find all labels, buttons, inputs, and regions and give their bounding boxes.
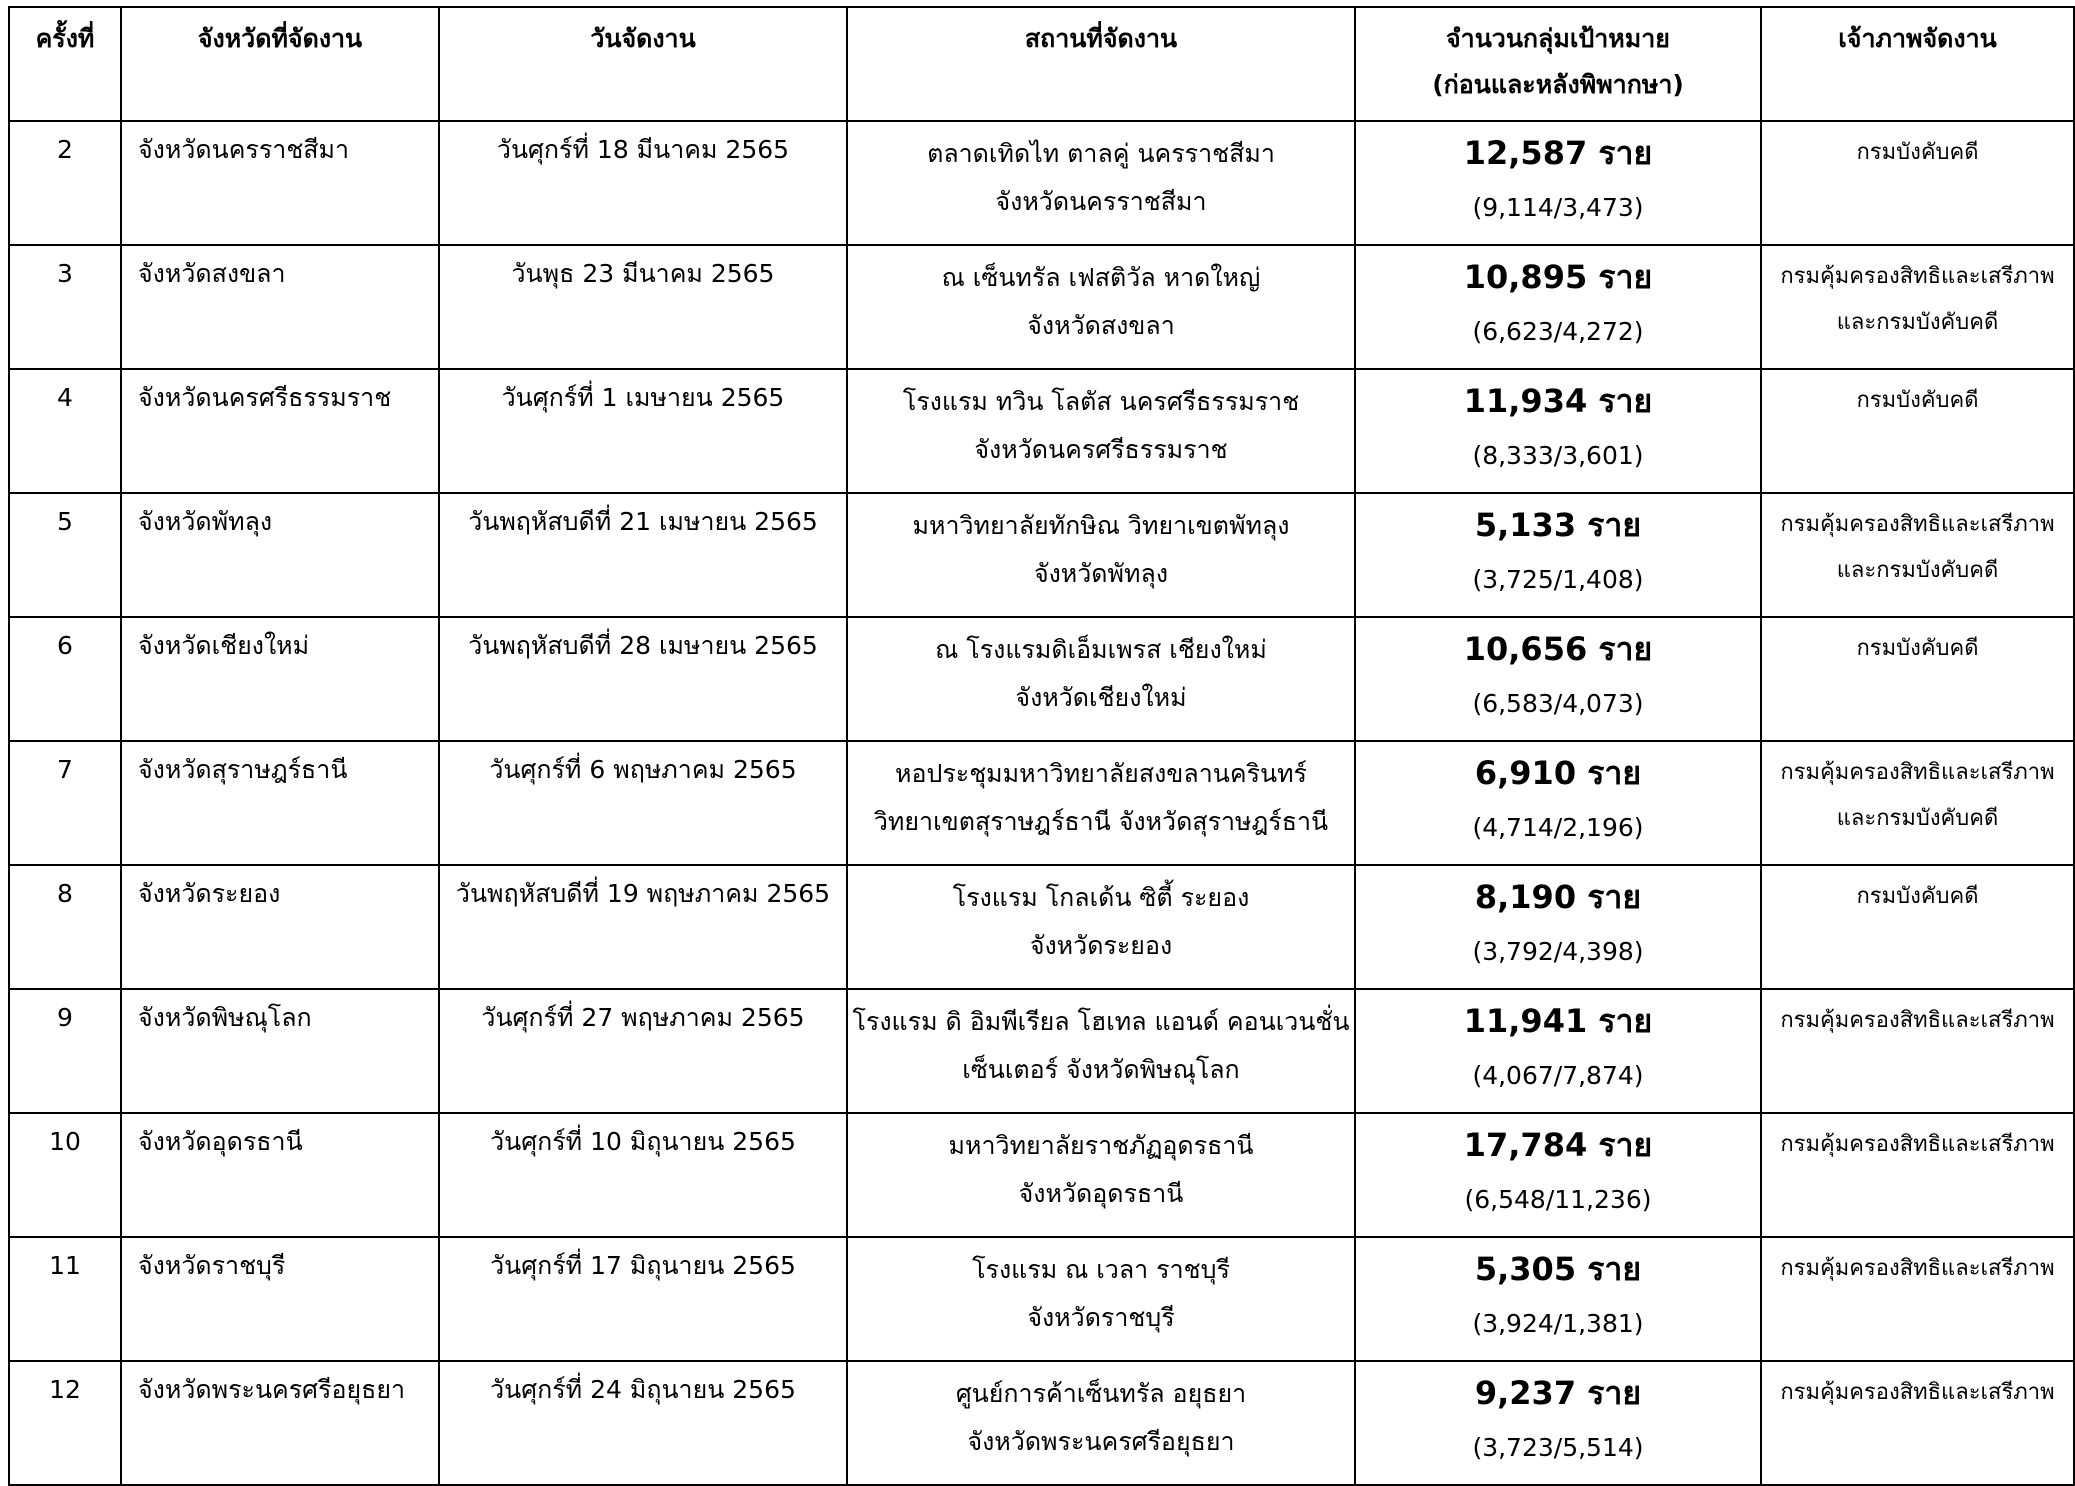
cell-host (1761, 741, 2074, 865)
cell-host (1761, 493, 2074, 617)
cell-host (1761, 1361, 2074, 1485)
cell-host (1761, 617, 2074, 741)
host-line-1: กรมคุ้มครองสิทธิและเสรีภาพ (1780, 1256, 2055, 1281)
table-row (9, 989, 2074, 1113)
cell-date: วันศุกร์ที่ 27 พฤษภาคม 2565 (439, 989, 847, 1113)
target-total: 10,656 ราย (1463, 630, 1653, 668)
target-split: (6,583/4,073) (1472, 689, 1644, 718)
cell-venue (847, 493, 1355, 617)
target-split: (3,725/1,408) (1472, 565, 1644, 594)
header-date: วันจัดงาน (439, 7, 847, 121)
cell-venue (847, 865, 1355, 989)
host-line-1: กรมคุ้มครองสิทธิและเสรีภาพ (1780, 1008, 2055, 1033)
cell-province: จังหวัดอุดรธานี (121, 1113, 439, 1237)
cell-province: จังหวัดระยอง (121, 865, 439, 989)
header-province: จังหวัดที่จัดงาน (121, 7, 439, 121)
cell-target (1355, 121, 1761, 245)
table-row (9, 617, 2074, 741)
cell-host (1761, 369, 2074, 493)
cell-no: 11 (9, 1237, 121, 1361)
target-total: 12,587 ราย (1463, 134, 1653, 172)
venue-line-1: ณ โรงแรมดิเอ็มเพรส เชียงใหม่ (935, 635, 1267, 664)
host-line-1: กรมคุ้มครองสิทธิและเสรีภาพ (1780, 760, 2055, 785)
cell-target (1355, 1237, 1761, 1361)
target-split: (6,623/4,272) (1472, 317, 1644, 346)
cell-host (1761, 121, 2074, 245)
cell-province: จังหวัดสุราษฎร์ธานี (121, 741, 439, 865)
header-host: เจ้าภาพจัดงาน (1761, 7, 2074, 121)
venue-line-2: จังหวัดระยอง (1029, 931, 1173, 960)
cell-venue (847, 617, 1355, 741)
venue-line-2: วิทยาเขตสุราษฎร์ธานี จังหวัดสุราษฎร์ธานี (873, 807, 1329, 836)
cell-no: 6 (9, 617, 121, 741)
cell-host (1761, 865, 2074, 989)
target-split: (9,114/3,473) (1472, 193, 1644, 222)
cell-no: 12 (9, 1361, 121, 1485)
host-line-2: และกรมบังคับคดี (1836, 558, 1999, 583)
target-total: 9,237 ราย (1474, 1374, 1642, 1412)
venue-line-2: จังหวัดนครราชสีมา (995, 187, 1207, 216)
venue-line-2: จังหวัดอุดรธานี (1018, 1179, 1184, 1208)
cell-host (1761, 1113, 2074, 1237)
host-line-1: กรมคุ้มครองสิทธิและเสรีภาพ (1780, 264, 2055, 289)
cell-province: จังหวัดนครศรีธรรมราช (121, 369, 439, 493)
cell-target (1355, 1361, 1761, 1485)
header-no: ครั้งที่ (9, 7, 121, 121)
cell-venue (847, 989, 1355, 1113)
venue-line-2: จังหวัดพระนครศรีอยุธยา (967, 1427, 1235, 1456)
cell-no: 8 (9, 865, 121, 989)
host-line-1: กรมคุ้มครองสิทธิและเสรีภาพ (1780, 512, 2055, 537)
cell-venue (847, 369, 1355, 493)
host-line-1: กรมบังคับคดี (1856, 388, 1979, 413)
host-line-1: กรมบังคับคดี (1856, 140, 1979, 165)
table-row (9, 1361, 2074, 1485)
target-total: 5,305 ราย (1474, 1250, 1642, 1288)
cell-host (1761, 245, 2074, 369)
cell-target (1355, 1113, 1761, 1237)
venue-line-1: หอประชุมมหาวิทยาลัยสงขลานครินทร์ (895, 759, 1307, 788)
host-line-1: กรมคุ้มครองสิทธิและเสรีภาพ (1780, 1132, 2055, 1157)
target-total: 17,784 ราย (1463, 1126, 1653, 1164)
host-line-1: กรมบังคับคดี (1856, 636, 1979, 661)
cell-venue (847, 741, 1355, 865)
table-row (9, 369, 2074, 493)
cell-date: วันศุกร์ที่ 18 มีนาคม 2565 (439, 121, 847, 245)
cell-date: วันพฤหัสบดีที่ 28 เมษายน 2565 (439, 617, 847, 741)
host-line-2: และกรมบังคับคดี (1836, 806, 1999, 831)
target-split: (4,714/2,196) (1472, 813, 1644, 842)
events-table (8, 6, 2075, 1486)
table-row (9, 741, 2074, 865)
cell-target (1355, 741, 1761, 865)
cell-province: จังหวัดเชียงใหม่ (121, 617, 439, 741)
cell-target (1355, 493, 1761, 617)
cell-no: 2 (9, 121, 121, 245)
cell-province: จังหวัดพระนครศรีอยุธยา (121, 1361, 439, 1485)
venue-line-1: โรงแรม ณ เวลา ราชบุรี (972, 1255, 1230, 1284)
cell-target (1355, 617, 1761, 741)
target-total: 10,895 ราย (1463, 258, 1653, 296)
cell-venue (847, 1113, 1355, 1237)
venue-line-1: โรงแรม โกลเด้น ซิตี้ ระยอง (952, 883, 1250, 912)
cell-date: วันพฤหัสบดีที่ 19 พฤษภาคม 2565 (439, 865, 847, 989)
header-row (9, 7, 2074, 121)
target-split: (3,723/5,514) (1472, 1433, 1644, 1462)
cell-no: 10 (9, 1113, 121, 1237)
target-total: 5,133 ราย (1474, 506, 1642, 544)
table-body (9, 121, 2074, 1485)
host-line-1: กรมบังคับคดี (1856, 884, 1979, 909)
cell-venue (847, 1361, 1355, 1485)
target-split: (6,548/11,236) (1464, 1185, 1652, 1214)
cell-province: จังหวัดพัทลุง (121, 493, 439, 617)
cell-date: วันศุกร์ที่ 24 มิถุนายน 2565 (439, 1361, 847, 1485)
table-row (9, 1237, 2074, 1361)
cell-target (1355, 245, 1761, 369)
venue-line-1: มหาวิทยาลัยทักษิณ วิทยาเขตพัทลุง (912, 511, 1290, 540)
venue-line-1: โรงแรม ดิ อิมพีเรียล โฮเทล แอนด์ คอนเวนชั่น (852, 1007, 1350, 1036)
venue-line-1: ตลาดเทิดไท ตาลคู่ นครราชสีมา (927, 139, 1275, 168)
target-split: (3,792/4,398) (1472, 937, 1644, 966)
target-total: 8,190 ราย (1474, 878, 1642, 916)
cell-date: วันศุกร์ที่ 10 มิถุนายน 2565 (439, 1113, 847, 1237)
target-split: (8,333/3,601) (1472, 441, 1644, 470)
table-row (9, 493, 2074, 617)
venue-line-2: จังหวัดนครศรีธรรมราช (974, 435, 1228, 464)
target-split: (3,924/1,381) (1472, 1309, 1644, 1338)
table-row (9, 865, 2074, 989)
host-line-2: และกรมบังคับคดี (1836, 310, 1999, 335)
target-split: (4,067/7,874) (1472, 1061, 1644, 1090)
table-row (9, 121, 2074, 245)
host-line-1: กรมคุ้มครองสิทธิและเสรีภาพ (1780, 1380, 2055, 1405)
cell-date: วันศุกร์ที่ 6 พฤษภาคม 2565 (439, 741, 847, 865)
cell-date: วันศุกร์ที่ 17 มิถุนายน 2565 (439, 1237, 847, 1361)
target-total: 11,941 ราย (1463, 1002, 1653, 1040)
cell-host (1761, 989, 2074, 1113)
cell-target (1355, 369, 1761, 493)
cell-no: 4 (9, 369, 121, 493)
cell-date: วันพฤหัสบดีที่ 21 เมษายน 2565 (439, 493, 847, 617)
venue-line-2: จังหวัดสงขลา (1027, 311, 1175, 340)
cell-province: จังหวัดพิษณุโลก (121, 989, 439, 1113)
cell-target (1355, 865, 1761, 989)
cell-target (1355, 989, 1761, 1113)
cell-province: จังหวัดนครราชสีมา (121, 121, 439, 245)
cell-no: 9 (9, 989, 121, 1113)
target-total: 11,934 ราย (1463, 382, 1653, 420)
header-venue: สถานที่จัดงาน (847, 7, 1355, 121)
venue-line-2: เซ็นเตอร์ จังหวัดพิษณุโลก (962, 1055, 1240, 1084)
venue-line-2: จังหวัดราชบุรี (1027, 1303, 1175, 1332)
venue-line-1: มหาวิทยาลัยราชภัฏอุดรธานี (948, 1131, 1254, 1160)
cell-no: 3 (9, 245, 121, 369)
cell-venue (847, 245, 1355, 369)
venue-line-1: ศูนย์การค้าเซ็นทรัล อยุธยา (955, 1379, 1247, 1408)
venue-line-2: จังหวัดพัทลุง (1033, 559, 1169, 588)
cell-host (1761, 1237, 2074, 1361)
cell-date: วันศุกร์ที่ 1 เมษายน 2565 (439, 369, 847, 493)
target-total: 6,910 ราย (1474, 754, 1642, 792)
venue-line-2: จังหวัดเชียงใหม่ (1015, 683, 1187, 712)
table-row (9, 1113, 2074, 1237)
venue-line-1: โรงแรม ทวิน โลตัส นครศรีธรรมราช (902, 387, 1300, 416)
cell-venue (847, 1237, 1355, 1361)
header-target: จำนวนกลุ่มเป้าหมาย (ก่อนและหลังพิพากษา) (1355, 7, 1761, 121)
cell-province: จังหวัดสงขลา (121, 245, 439, 369)
cell-no: 5 (9, 493, 121, 617)
cell-date: วันพุธ 23 มีนาคม 2565 (439, 245, 847, 369)
cell-venue (847, 121, 1355, 245)
cell-no: 7 (9, 741, 121, 865)
cell-province: จังหวัดราชบุรี (121, 1237, 439, 1361)
table-row (9, 245, 2074, 369)
venue-line-1: ณ เซ็นทรัล เฟสติวัล หาดใหญ่ (941, 263, 1261, 292)
